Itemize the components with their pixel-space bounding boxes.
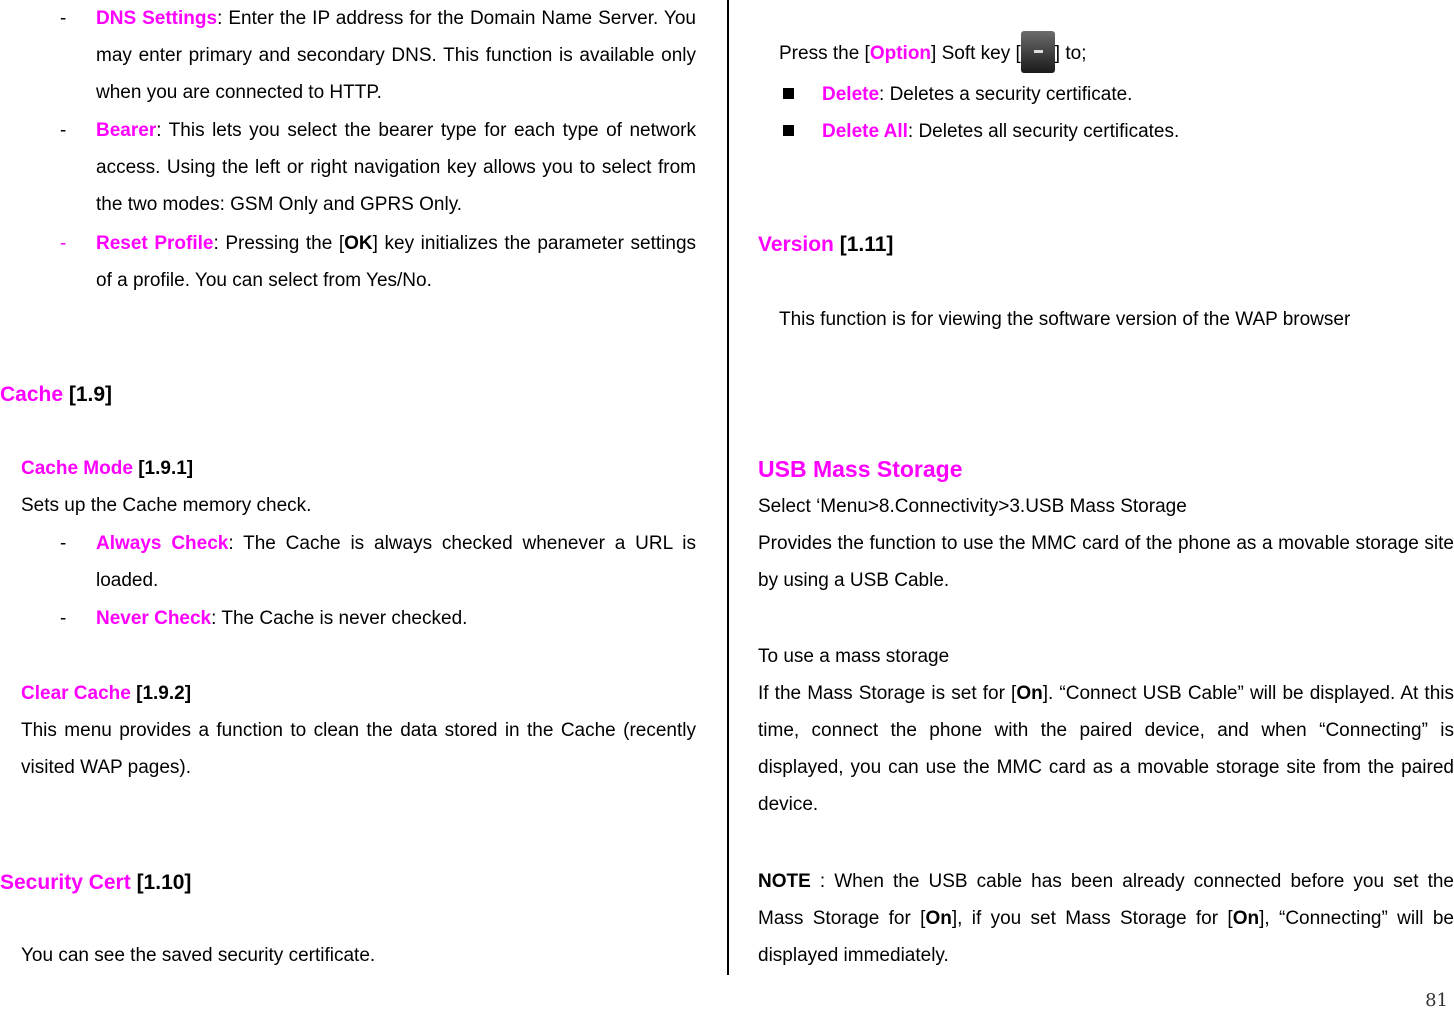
cache-mode-heading bbox=[21, 450, 193, 487]
reset-text-b: ] key initializes the parameter settings of a profile. You can select from Yes/No. bbox=[96, 233, 697, 291]
cache-heading bbox=[0, 376, 112, 413]
delete-all-text: : Deletes all security certificates. bbox=[907, 121, 1180, 142]
clear-cache-desc: This menu provides a function to clean the data stored in the Cache (recently visited WAP pages). bbox=[21, 720, 696, 778]
note-on-label-1: On bbox=[925, 908, 952, 929]
cache-mode-title: Cache Mode bbox=[21, 458, 133, 479]
note-paragraph bbox=[758, 863, 1454, 974]
cache-mode-num: [1.9.1] bbox=[138, 458, 194, 479]
minus-softkey-icon bbox=[1021, 31, 1055, 73]
if-mass-storage-on bbox=[758, 675, 1454, 823]
note-text-c: ], “Connecting” will be displayed immediately. bbox=[758, 908, 1454, 966]
delete-text: : Deletes a security certificate. bbox=[879, 84, 1133, 105]
security-cert-num: [1.10] bbox=[136, 871, 192, 894]
security-cert-title: Security Cert bbox=[0, 871, 131, 894]
bearer-dash: - bbox=[60, 120, 67, 141]
usb-menu-path: Select ‘Menu>8.Connectivity>3.USB Mass Storage bbox=[758, 496, 1187, 517]
delete-item bbox=[783, 76, 1132, 113]
press-option-text-c: ] to; bbox=[1054, 43, 1087, 64]
always-check-term: Always Check bbox=[96, 533, 229, 554]
cache-mode-desc: Sets up the Cache memory check. bbox=[21, 495, 312, 516]
note-text-b: ], if you set Mass Storage for [ bbox=[951, 908, 1233, 929]
usb-desc: Provides the function to use the MMC card of the phone as a movable storage site by using a USB Cable. bbox=[758, 533, 1454, 591]
note-text-a: : When the USB cable has been already connected before you set the Mass Storage for [ bbox=[758, 871, 1454, 929]
press-option-line bbox=[779, 31, 1086, 73]
dns-settings-text: : Enter the IP address for the Domain Name Server. You may enter primary and secondary DNS. This function is available only when you are connected to HTTP. bbox=[96, 8, 696, 103]
delete-all-term: Delete All bbox=[822, 121, 908, 142]
reset-text-a: : Pressing the [ bbox=[213, 233, 345, 254]
square-bullet-icon bbox=[783, 88, 794, 99]
never-check-dash: - bbox=[60, 608, 67, 629]
press-option-text-b: ] Soft key [ bbox=[931, 43, 1021, 64]
page-number: 81 bbox=[1425, 990, 1448, 1011]
if-on-label: On bbox=[1016, 683, 1043, 704]
never-check-text: : The Cache is never checked. bbox=[211, 608, 468, 629]
bearer-text: : This lets you select the bearer type for each type of network access. Using the left or right navigation key allows you to select from the two modes: GSM Only and GPRS Only. bbox=[96, 120, 696, 215]
column-divider bbox=[727, 0, 729, 975]
version-heading bbox=[758, 226, 893, 263]
to-use-mass-storage: To use a mass storage bbox=[758, 646, 950, 667]
ok-key-label: OK bbox=[344, 233, 373, 254]
usb-mass-storage-heading: USB Mass Storage bbox=[758, 456, 963, 482]
dns-dash: - bbox=[60, 8, 67, 29]
never-check-term: Never Check bbox=[96, 608, 212, 629]
version-num: [1.11] bbox=[839, 233, 894, 256]
bearer-term: Bearer bbox=[96, 120, 157, 141]
security-cert-heading bbox=[0, 864, 191, 901]
cache-heading-num: [1.9] bbox=[68, 383, 113, 406]
always-check-text: : The Cache is always checked whenever a URL is loaded. bbox=[96, 533, 696, 591]
reset-profile-item bbox=[96, 225, 696, 299]
clear-cache-num: [1.9.2] bbox=[136, 683, 192, 704]
always-check-dash: - bbox=[60, 533, 67, 554]
always-check-item bbox=[96, 525, 696, 599]
never-check-item bbox=[96, 600, 467, 637]
bearer-item bbox=[96, 112, 696, 223]
security-cert-desc: You can see the saved security certificate. bbox=[21, 945, 376, 966]
note-on-label-2: On bbox=[1232, 908, 1260, 929]
if-text-a: If the Mass Storage is set for [ bbox=[758, 683, 1017, 704]
dns-settings-item bbox=[96, 0, 696, 111]
note-label: NOTE bbox=[758, 871, 811, 892]
delete-term: Delete bbox=[822, 84, 880, 105]
version-title: Version bbox=[758, 233, 834, 256]
press-option-text-a: Press the [ bbox=[779, 43, 870, 64]
version-desc: This function is for viewing the software version of the WAP browser bbox=[779, 309, 1351, 330]
square-bullet-icon bbox=[783, 125, 794, 136]
delete-all-item bbox=[783, 113, 1179, 150]
if-text-b: ]. “Connect USB Cable” will be displayed. At this time, connect the phone with the paired device, and when “Connecting” is displayed, you can use the MMC card as a movable storage site from the paired device. bbox=[758, 683, 1454, 815]
clear-cache-heading bbox=[21, 675, 191, 712]
clear-cache-title: Clear Cache bbox=[21, 683, 131, 704]
dns-settings-term: DNS Settings bbox=[96, 8, 218, 29]
reset-dash: - bbox=[60, 233, 67, 254]
cache-heading-title: Cache bbox=[0, 383, 64, 406]
option-key-label: Option bbox=[869, 43, 932, 64]
reset-profile-term: Reset Profile bbox=[96, 233, 214, 254]
